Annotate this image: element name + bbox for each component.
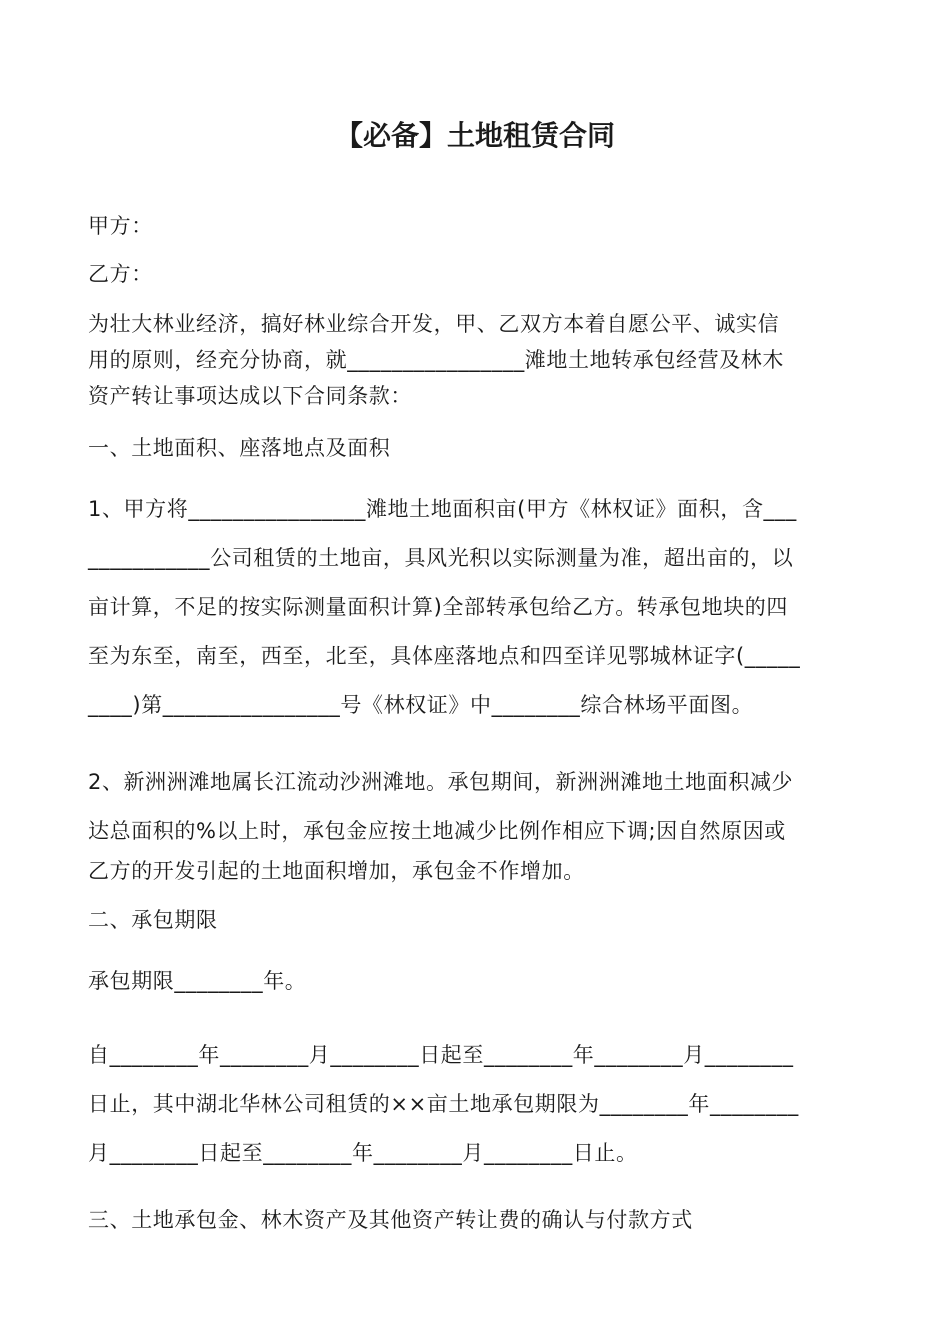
intro-line: 用的原则，经充分协商，就________________滩地土地转承包经营及林木 [88,348,784,372]
document-title: 【必备】土地租赁合同 [334,119,615,152]
clause-2-line: 2、新洲洲滩地属长江流动沙洲滩地。承包期间，新洲洲滩地土地面积减少 [88,770,794,794]
intro-line: 资产转让事项达成以下合同条款： [88,384,412,408]
clause-1-line: 1、甲方将________________滩地土地面积亩(甲方《林权证》面积，含___ [88,497,797,521]
clause-1-line: 亩计算，不足的按实际测量面积计算)全部转承包给乙方。转承包地块的四 [88,595,788,619]
clause-1-line: 至为东至，南至，西至，北至，具体座落地点和四至详见鄂城林证字(_____ [88,644,801,668]
clause-2-line: 达总面积的%以上时，承包金应按土地减少比例作相应下调;因自然原因或 [88,819,786,843]
term-dates-paragraph [88,1031,868,1178]
term-dates-line: 自________年________月________日起至________年________月________ [88,1043,794,1067]
term-dates-line: 日止，其中湖北华林公司租赁的××亩土地承包期限为________年________ [88,1092,799,1116]
section-3-heading: 三、土地承包金、林木资产及其他资产转让费的确认与付款方式 [88,1208,693,1232]
section-2-heading: 二、承包期限 [88,908,218,932]
clause-1-line: ____)第________________号《林权证》中________综合林场平面图。 [88,693,754,717]
clause-2-last-line: 乙方的开发引起的土地面积增加，承包金不作增加。 [88,859,585,883]
clause-1-line: ___________公司租赁的土地亩，具风光积以实际测量为准，超出亩的，以 [88,546,794,570]
intro-line: 为壮大林业经济，搞好林业综合开发，甲、乙双方本着自愿公平、诚实信 [88,312,780,336]
party-a-line: 甲方： [88,214,153,238]
intro-paragraph [88,306,868,414]
section-1-heading: 一、土地面积、座落地点及面积 [88,436,391,460]
term-years-line: 承包期限________年。 [88,969,307,993]
clause-2-paragraph [88,758,868,856]
term-dates-line: 月________日起至________年________月________日止。 [88,1141,638,1165]
clause-1-paragraph [88,485,868,730]
party-b-line: 乙方： [88,262,153,286]
